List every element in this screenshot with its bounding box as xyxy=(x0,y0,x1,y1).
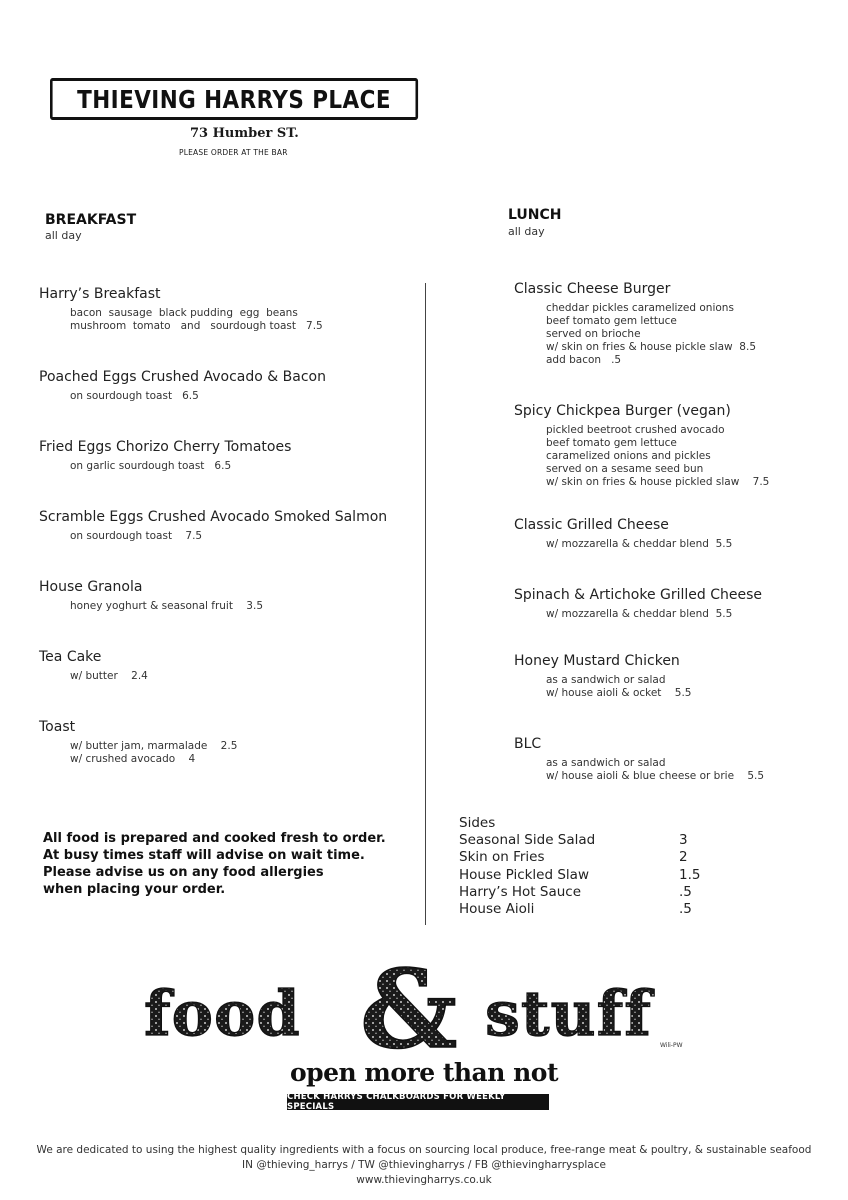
menu-item-desc: cheddar pickles caramelized onions beef tomato gem lettuce served on brioche w/ skin on fries & house pickle slaw 8.5 add bacon .5 xyxy=(546,302,756,366)
allergy-line: At busy times staff will advise on wait time. xyxy=(43,848,365,863)
menu-item-desc: on garlic sourdough toast 6.5 xyxy=(70,460,232,472)
side-name: House Aioli xyxy=(459,901,535,918)
breakfast-heading: BREAKFAST xyxy=(45,212,137,228)
menu-item-name: Fried Eggs Chorizo Cherry Tomatoes xyxy=(39,439,292,455)
side-row xyxy=(459,849,700,866)
side-row xyxy=(459,884,700,901)
menu-item-name: Spicy Chickpea Burger (vegan) xyxy=(514,403,731,419)
menu-item-name: Classic Cheese Burger xyxy=(514,281,671,297)
menu-item-desc: on sourdough toast 7.5 xyxy=(70,530,203,542)
side-price: 1.5 xyxy=(679,866,701,883)
side-row xyxy=(459,901,700,918)
tagline: open more than not xyxy=(289,1058,559,1087)
menu-item-name: Harry’s Breakfast xyxy=(39,286,161,302)
side-row xyxy=(459,867,700,884)
menu-item-desc: as a sandwich or salad w/ house aioli & ocket 5.5 xyxy=(546,674,692,699)
sides-heading: Sides xyxy=(459,815,496,831)
address: 73 Humber ST. xyxy=(190,126,299,141)
lunch-subheading: all day xyxy=(508,225,545,238)
allergy-line: Please advise us on any food allergies xyxy=(43,865,324,880)
breakfast-subheading: all day xyxy=(45,229,82,242)
side-row xyxy=(459,832,700,849)
menu-item-desc: w/ butter 2.4 xyxy=(70,670,148,682)
menu-item-desc: honey yoghurt & seasonal fruit 3.5 xyxy=(70,600,264,612)
sides-section xyxy=(459,815,700,918)
logo-word-food: food xyxy=(144,977,301,1050)
order-note: PLEASE ORDER AT THE BAR xyxy=(179,148,288,157)
side-name: House Pickled Slaw xyxy=(459,866,589,883)
menu-item-name: BLC xyxy=(514,736,542,752)
side-price: .5 xyxy=(679,883,692,900)
allergy-notice xyxy=(43,830,386,898)
menu-item-desc: w/ mozzarella & cheddar blend 5.5 xyxy=(546,538,733,550)
menu-item-name: House Granola xyxy=(39,579,143,595)
menu-item-desc: as a sandwich or salad w/ house aioli & blue cheese or brie 5.5 xyxy=(546,757,765,782)
menu-item-name: Toast xyxy=(39,719,76,735)
specials-banner xyxy=(287,1094,549,1110)
restaurant-name-sign xyxy=(50,78,418,120)
menu-item-name: Honey Mustard Chicken xyxy=(514,653,680,669)
side-price: 3 xyxy=(679,832,688,849)
footer-website: www.thievingharrys.co.uk xyxy=(356,1174,492,1186)
side-price: .5 xyxy=(679,901,692,918)
menu-item-name: Poached Eggs Crushed Avocado & Bacon xyxy=(39,369,326,385)
specials-text: CHECK HARRYS CHALKBOARDS FOR WEEKLY SPECIALS xyxy=(287,1092,506,1112)
menu-item-desc: pickled beetroot crushed avocado beef tomato gem lettuce caramelized onions and pickles served on a sesame seed bun w/ skin on fries & house pickled slaw 7.5 xyxy=(546,424,770,488)
menu-item-name: Tea Cake xyxy=(39,649,102,665)
footer-statement: We are dedicated to using the highest quality ingredients with a focus on sourcing local produce, free-range meat & poultry, & sustainable seafood xyxy=(36,1144,812,1156)
menu-item-desc: bacon sausage black pudding egg beans mushroom tomato and sourdough toast 7.5 xyxy=(70,307,323,332)
footer xyxy=(0,1143,848,1188)
restaurant-name: THIEVING HARRYS PLACE xyxy=(77,84,391,114)
logo-ampersand: & xyxy=(360,965,458,1065)
menu-item-name: Spinach & Artichoke Grilled Cheese xyxy=(514,587,763,603)
allergy-line: All food is prepared and cooked fresh to order. xyxy=(43,831,386,846)
side-name: Seasonal Side Salad xyxy=(459,832,596,849)
side-name: Harry’s Hot Sauce xyxy=(459,883,582,900)
food-and-stuff-logo xyxy=(140,965,710,1065)
logo-word-stuff: stuff xyxy=(485,977,652,1050)
side-price: 2 xyxy=(679,849,688,866)
footer-social: IN @thieving_harrys / TW @thievingharrys / FB @thievingharrysplace xyxy=(242,1159,606,1171)
side-name: Skin on Fries xyxy=(459,849,545,866)
menu-item-desc: w/ mozzarella & cheddar blend 5.5 xyxy=(546,608,733,620)
lunch-heading: LUNCH xyxy=(508,207,562,223)
menu-item-name: Classic Grilled Cheese xyxy=(514,517,669,533)
column-divider xyxy=(425,283,426,925)
menu-item-name: Scramble Eggs Crushed Avocado Smoked Salmon xyxy=(39,509,388,525)
allergy-line: when placing your order. xyxy=(43,882,226,897)
logo-credit: Wili-PW xyxy=(660,1042,683,1049)
menu-item-desc: w/ butter jam, marmalade 2.5 w/ crushed avocado 4 xyxy=(70,740,238,765)
menu-item-desc: on sourdough toast 6.5 xyxy=(70,390,199,402)
